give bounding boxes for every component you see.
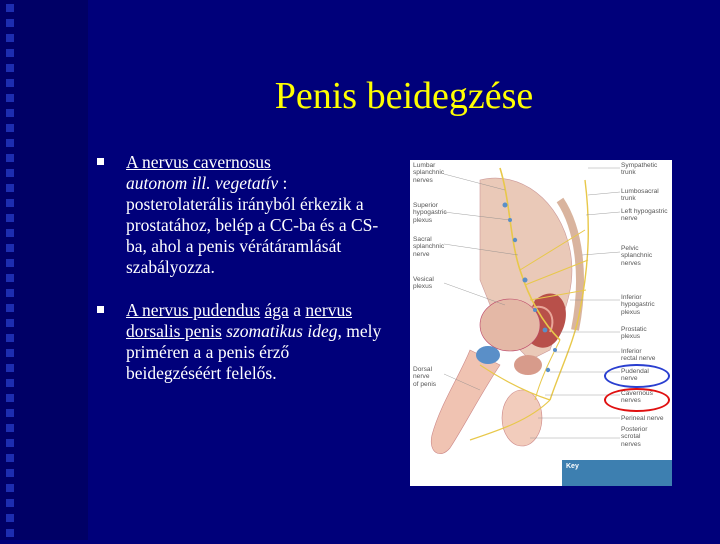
decorative-square <box>6 274 14 282</box>
decorative-square <box>6 64 14 72</box>
decorative-square <box>6 304 14 312</box>
decorative-square <box>6 184 14 192</box>
bullet-run: ága <box>264 300 289 320</box>
decorative-square <box>6 349 14 357</box>
bullet-run: szomatikus ideg <box>226 321 338 341</box>
label-inferior-hypogastric: Inferior hypogastric plexus <box>621 294 655 316</box>
label-posterior-scrotal: Posterior scrotal nerves <box>621 426 648 448</box>
slide-title: Penis beidegzése <box>274 75 534 117</box>
decorative-square <box>6 484 14 492</box>
decorative-square <box>6 469 14 477</box>
bullet-run: , mely priméren a a penis érző beidegzéséért felelős. <box>126 321 382 383</box>
bullet-run: a <box>288 300 306 320</box>
label-superior-hypogastric: Superior hypogastric plexus <box>413 202 447 224</box>
bullet-cavernous <box>96 152 386 278</box>
decorative-squares <box>0 0 20 544</box>
decorative-square <box>6 124 14 132</box>
decorative-square <box>6 364 14 372</box>
bullet-run: A nervus cavernosus <box>126 152 271 172</box>
decorative-square <box>6 244 14 252</box>
label-prostatic-plexus: Prostatic plexus <box>621 326 647 341</box>
bullet-run: nervus dorsalis penis <box>126 300 353 341</box>
decorative-square <box>6 529 14 537</box>
decorative-square <box>6 439 14 447</box>
decorative-square <box>6 154 14 162</box>
anatomy-figure <box>410 160 672 486</box>
label-left-hypogastric: Left hypogastric nerve <box>621 208 668 223</box>
decorative-square <box>6 424 14 432</box>
decorative-square <box>6 19 14 27</box>
decorative-square <box>6 319 14 327</box>
label-lumbosacral-trunk: Lumbosacral trunk <box>621 188 659 203</box>
label-sacral-splanchnic: Sacral splanchnic nerve <box>413 236 445 258</box>
decorative-square <box>6 139 14 147</box>
bullet-marker <box>97 158 104 165</box>
decorative-square <box>6 49 14 57</box>
label-dorsal-nerve: Dorsal nerve of penis <box>413 366 437 388</box>
decorative-square <box>6 79 14 87</box>
label-cavernous-nerves: Cavernous nerves <box>621 390 653 405</box>
decorative-square <box>6 34 14 42</box>
decorative-square <box>6 409 14 417</box>
label-perineal-nerve: Perineal nerve <box>621 415 664 422</box>
decorative-square <box>6 514 14 522</box>
key-label: Key <box>566 463 579 470</box>
decorative-square <box>6 4 14 12</box>
bullet-text <box>126 300 381 383</box>
decorative-square <box>6 454 14 462</box>
cavernous-highlight-ring <box>604 388 670 412</box>
left-sidebar-strip <box>0 0 88 540</box>
bullet-run: : posterolaterális irányból érkezik a prostatához, belép a CC-ba és a CS-ba, ahol a penis vérátáramlását szabályozza. <box>126 173 379 277</box>
decorative-square <box>6 289 14 297</box>
bullet-run: A nervus pudendus <box>126 300 261 320</box>
bullet-list <box>96 152 386 406</box>
bullet-pudendal <box>96 300 386 384</box>
label-vesical-plexus: Vesical plexus <box>413 276 434 291</box>
pudendal-highlight-ring <box>604 364 670 388</box>
decorative-square <box>6 334 14 342</box>
decorative-square <box>6 109 14 117</box>
label-pelvic-splanchnic: Pelvic splanchnic nerves <box>621 245 653 267</box>
decorative-square <box>6 199 14 207</box>
decorative-square <box>6 379 14 387</box>
decorative-square <box>6 259 14 267</box>
decorative-square <box>6 169 14 177</box>
label-sympathetic-trunk: Sympathetic trunk <box>621 162 658 177</box>
bullet-text <box>126 152 378 277</box>
label-inferior-rectal: Inferior rectal nerve <box>621 348 656 363</box>
bullet-marker <box>97 306 104 313</box>
decorative-square <box>6 229 14 237</box>
label-pudendal-nerve: Pudendal nerve <box>621 368 649 383</box>
decorative-square <box>6 499 14 507</box>
decorative-square <box>6 394 14 402</box>
label-lumbar-splanchnic: Lumbar splanchnic nerves <box>413 162 445 184</box>
bullet-run: autonom ill. vegetatív <box>126 173 279 193</box>
decorative-square <box>6 94 14 102</box>
decorative-square <box>6 214 14 222</box>
